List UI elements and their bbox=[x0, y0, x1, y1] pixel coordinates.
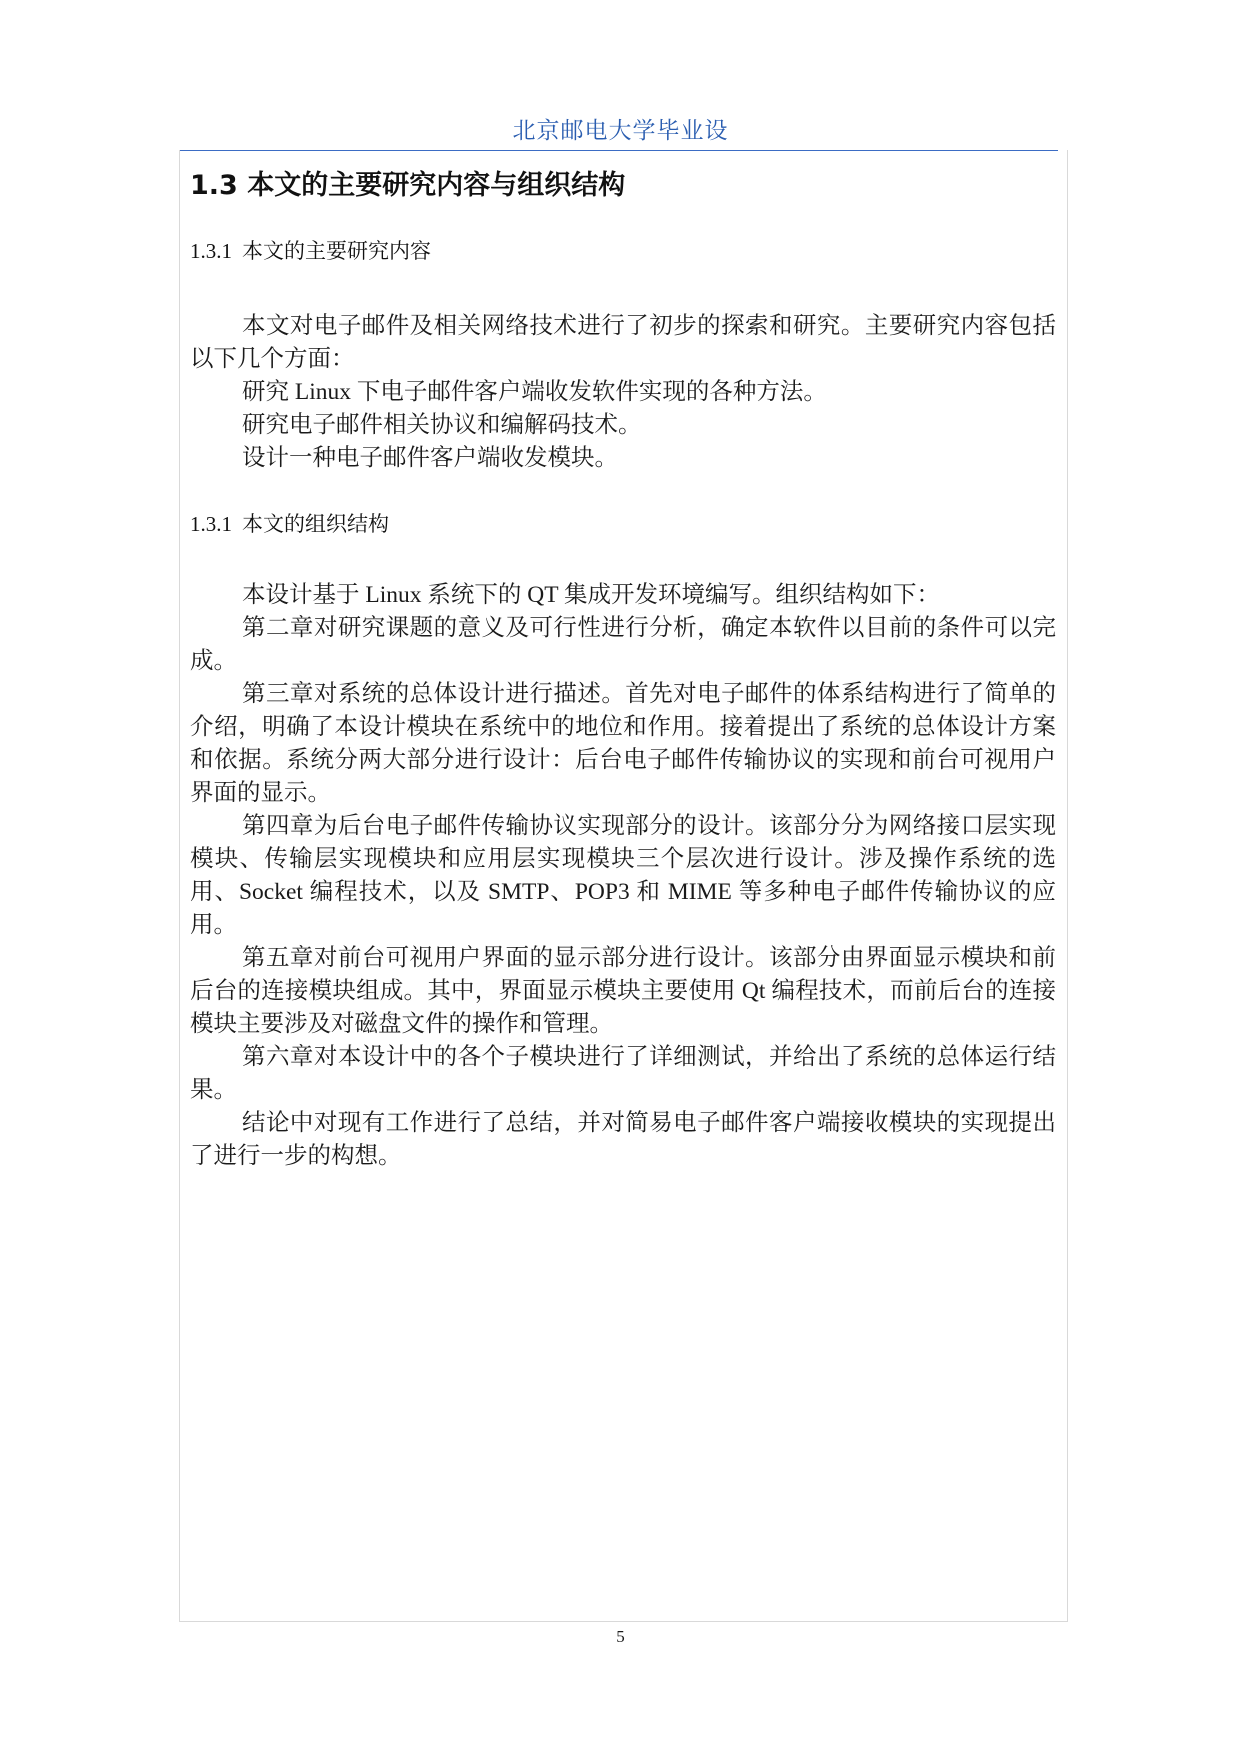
paragraph: 本设计基于 Linux 系统下的 QT 集成开发环境编写。组织结构如下： bbox=[242, 582, 941, 608]
subsection-number: 1.3.1 bbox=[190, 512, 232, 536]
paragraph: 第二章对研究课题的意义及可行性进行分析，确定本软件以目前的条件可以完成。 bbox=[190, 615, 1056, 674]
subsection-heading-structure bbox=[190, 509, 1056, 539]
running-header-title: 北京邮电大学毕业设 bbox=[512, 118, 729, 144]
page-number: 5 bbox=[616, 1627, 625, 1646]
subsection-title: 本文的主要研究内容 bbox=[242, 239, 431, 263]
subsection-number: 1.3.1 bbox=[190, 239, 232, 263]
paragraph: 第四章为后台电子邮件传输协议实现部分的设计。该部分分为网络接口层实现模块、传输层实现模块和应用层实现模块三个层次进行设计。涉及操作系统的选用、Socket 编程技术，以及 SMTP、POP3 和 MIME 等多种电子邮件传输协议的应用。 bbox=[190, 813, 1056, 938]
page-content bbox=[190, 166, 1056, 1173]
paragraph: 研究 Linux 下电子邮件客户端收发软件实现的各种方法。 bbox=[242, 379, 827, 405]
paragraph: 结论中对现有工作进行了总结，并对简易电子邮件客户端接收模块的实现提出了进行一步的构想。 bbox=[190, 1110, 1056, 1169]
section-heading: 1.3 本文的主要研究内容与组织结构 bbox=[190, 170, 626, 201]
subsection-title: 本文的组织结构 bbox=[242, 512, 389, 536]
paragraph: 本文对电子邮件及相关网络技术进行了初步的探索和研究。主要研究内容包括以下几个方面： bbox=[190, 313, 1056, 372]
paragraph: 研究电子邮件相关协议和编解码技术。 bbox=[242, 412, 642, 438]
paragraph: 第六章对本设计中的各个子模块进行了详细测试，并给出了系统的总体运行结果。 bbox=[190, 1044, 1056, 1103]
paragraph: 第三章对系统的总体设计进行描述。首先对电子邮件的体系结构进行了简单的介绍，明确了本设计模块在系统中的地位和作用。接着提出了系统的总体设计方案和依据。系统分两大部分进行设计：后台电子邮件传输协议的实现和前台可视用户界面的显示。 bbox=[190, 681, 1056, 806]
subsection-heading-research bbox=[190, 236, 1056, 266]
paragraph: 设计一种电子邮件客户端收发模块。 bbox=[242, 445, 618, 471]
paragraph: 第五章对前台可视用户界面的显示部分进行设计。该部分由界面显示模块和前后台的连接模块组成。其中，界面显示模块主要使用 Qt 编程技术，而前后台的连接模块主要涉及对磁盘文件的操作和管理。 bbox=[190, 945, 1056, 1037]
